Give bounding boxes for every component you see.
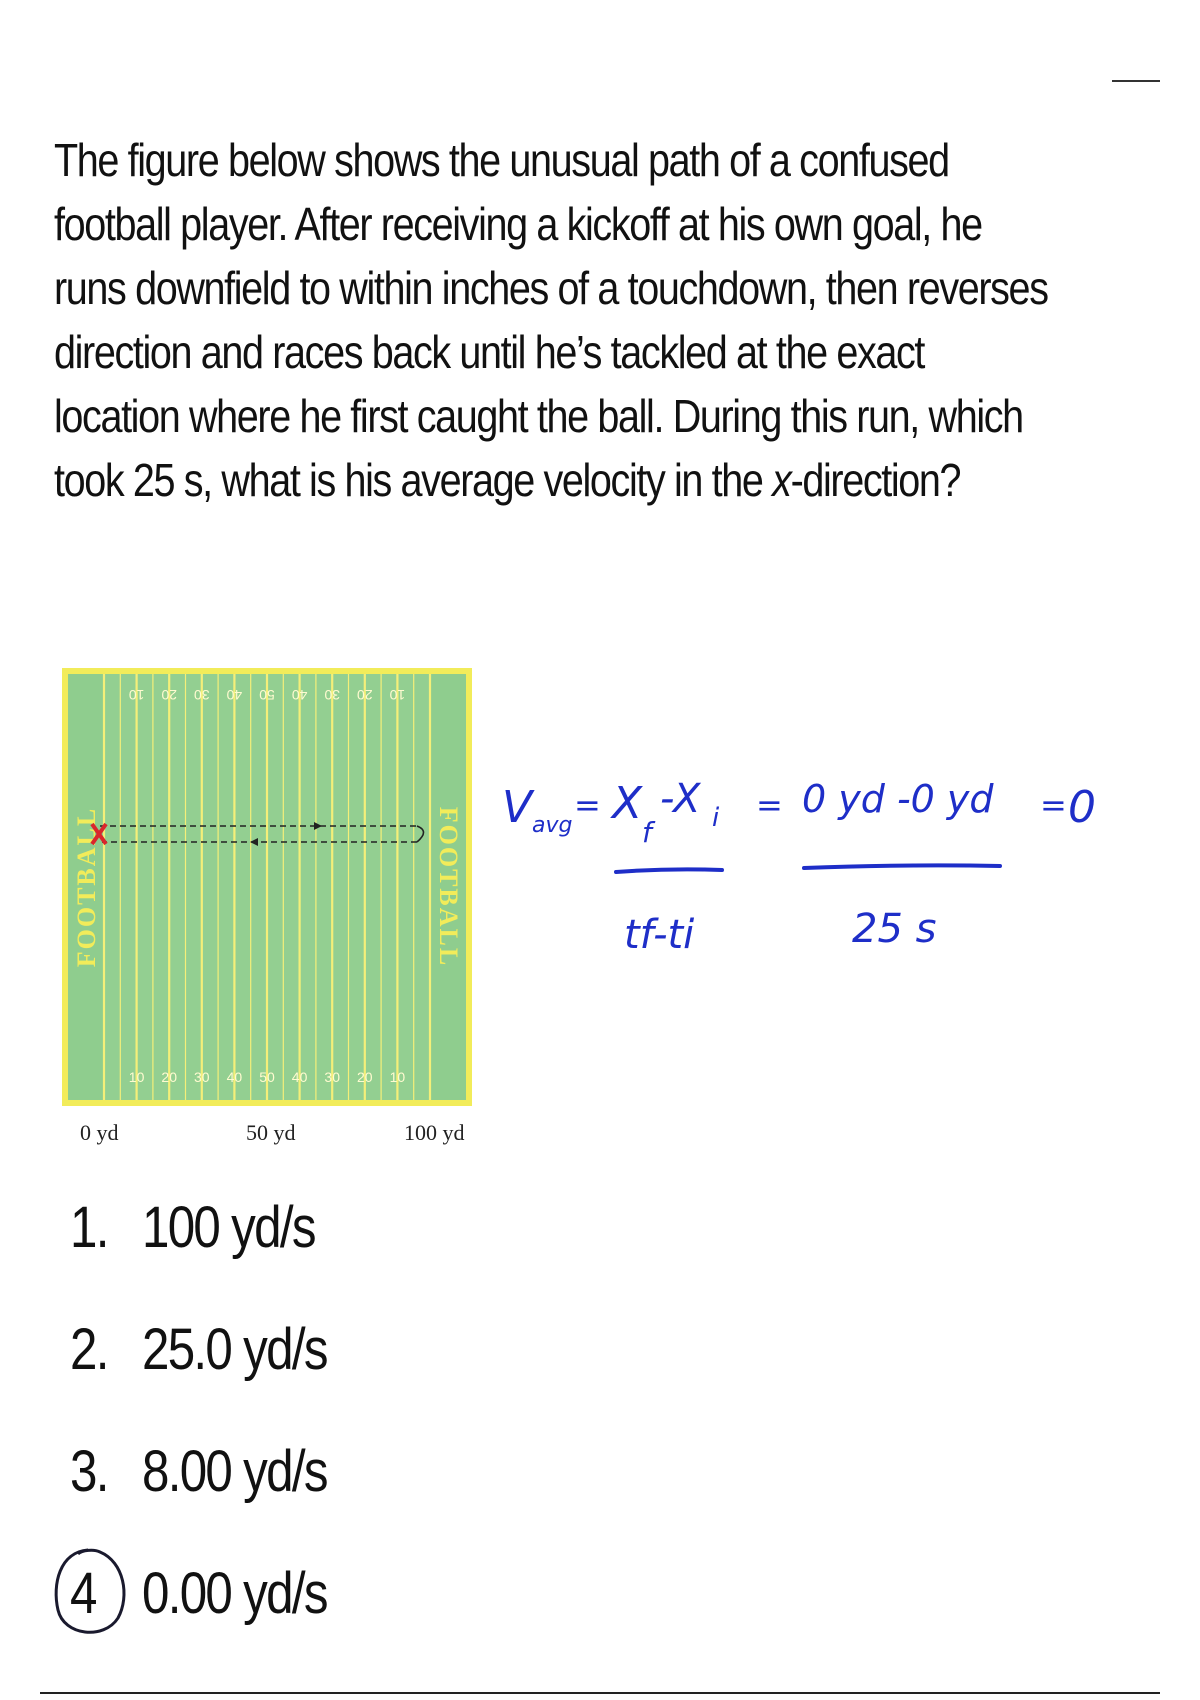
choice-text: 100 yd/s — [142, 1195, 315, 1260]
choice-text: 25.0 yd/s — [142, 1317, 327, 1382]
choice-1[interactable] — [70, 1188, 359, 1310]
hw-fraction-bar-2 — [804, 865, 1000, 868]
top-yard-markers — [129, 687, 406, 703]
bottom-yard-markers — [129, 1069, 406, 1085]
yard-marker-bottom: 50 — [259, 1069, 275, 1085]
question-last-a: took 25 s, what is his average velocity in the — [54, 454, 773, 506]
hw-den1: tf-ti — [624, 912, 695, 958]
hw-den2: 25 s — [852, 906, 937, 952]
yard-marker-top: 50 — [259, 687, 275, 703]
yard-marker-bottom: 40 — [226, 1069, 243, 1085]
choice-2[interactable] — [70, 1310, 359, 1432]
hw-v: V — [502, 782, 533, 833]
hw-result: 0 — [1068, 782, 1096, 833]
axis-label-100yd: 100 yd — [404, 1120, 465, 1145]
yard-marker-top: 10 — [128, 687, 145, 703]
yard-marker-bottom: 10 — [128, 1069, 145, 1085]
yard-marker-bottom: 30 — [324, 1069, 340, 1085]
yard-lines — [104, 674, 430, 1100]
yard-marker-top: 40 — [291, 687, 308, 703]
hw-xi-sub: i — [712, 803, 720, 833]
hw-equals-3: = — [1040, 786, 1067, 824]
bottom-rule — [40, 1692, 1160, 1694]
choice-number: 3. — [70, 1439, 108, 1504]
hw-num2: 0 yd -0 yd — [802, 777, 994, 821]
hw-equals-1: = — [574, 786, 601, 824]
hw-xf-sub: f — [642, 816, 652, 849]
choice-3[interactable] — [70, 1432, 359, 1554]
choice-4[interactable] — [70, 1554, 359, 1676]
question-last-b: -direction? — [790, 454, 961, 506]
choice-number: 1. — [70, 1195, 108, 1260]
top-rule — [1112, 80, 1160, 82]
yard-marker-top: 20 — [357, 687, 373, 703]
question-text — [54, 128, 1094, 512]
yard-marker-bottom: 10 — [389, 1069, 406, 1085]
hw-minus-x: -X — [660, 776, 701, 822]
yard-marker-bottom: 20 — [357, 1069, 373, 1085]
choice-number: 2. — [70, 1317, 108, 1382]
hw-fraction-bar-1 — [616, 869, 722, 872]
choice-text: 8.00 yd/s — [142, 1439, 327, 1504]
question-x-var: x — [772, 454, 791, 506]
axis-label-0yd: 0 yd — [80, 1120, 119, 1145]
axis-label-50yd: 50 yd — [246, 1120, 296, 1145]
football-field-svg — [62, 668, 472, 1106]
football-field-figure — [62, 668, 472, 1106]
question-line: direction and races back until he’s tackled at the exact — [54, 326, 925, 378]
choice-number: 4 — [70, 1561, 96, 1626]
yard-marker-top: 30 — [324, 687, 340, 703]
handwritten-solution — [490, 760, 1110, 1000]
hw-x: X — [612, 778, 643, 829]
handwritten-equation — [490, 760, 1110, 1000]
question-line: The figure below shows the unusual path of a confused — [54, 134, 949, 186]
hw-v-sub: avg — [532, 813, 573, 838]
yard-marker-bottom: 40 — [291, 1069, 308, 1085]
hw-equals-2: = — [756, 786, 783, 824]
question-line: location where he first caught the ball. During this run, which — [54, 390, 1023, 442]
choice-text: 0.00 yd/s — [142, 1561, 327, 1626]
question-line — [54, 448, 961, 512]
yard-marker-top: 10 — [389, 687, 406, 703]
yard-marker-top: 40 — [226, 687, 243, 703]
endzone-label-left: FOOTBALL — [72, 806, 101, 968]
yard-marker-bottom: 30 — [194, 1069, 210, 1085]
question-line: runs downfield to within inches of a touchdown, then reverses — [54, 262, 1048, 314]
answer-choices — [70, 1188, 359, 1676]
yard-marker-top: 20 — [161, 687, 177, 703]
question-line: football player. After receiving a kickoff at his own goal, he — [54, 198, 982, 250]
endzone-label-right: FOOTBALL — [434, 806, 463, 968]
yard-marker-top: 30 — [194, 687, 210, 703]
yard-marker-bottom: 20 — [161, 1069, 177, 1085]
